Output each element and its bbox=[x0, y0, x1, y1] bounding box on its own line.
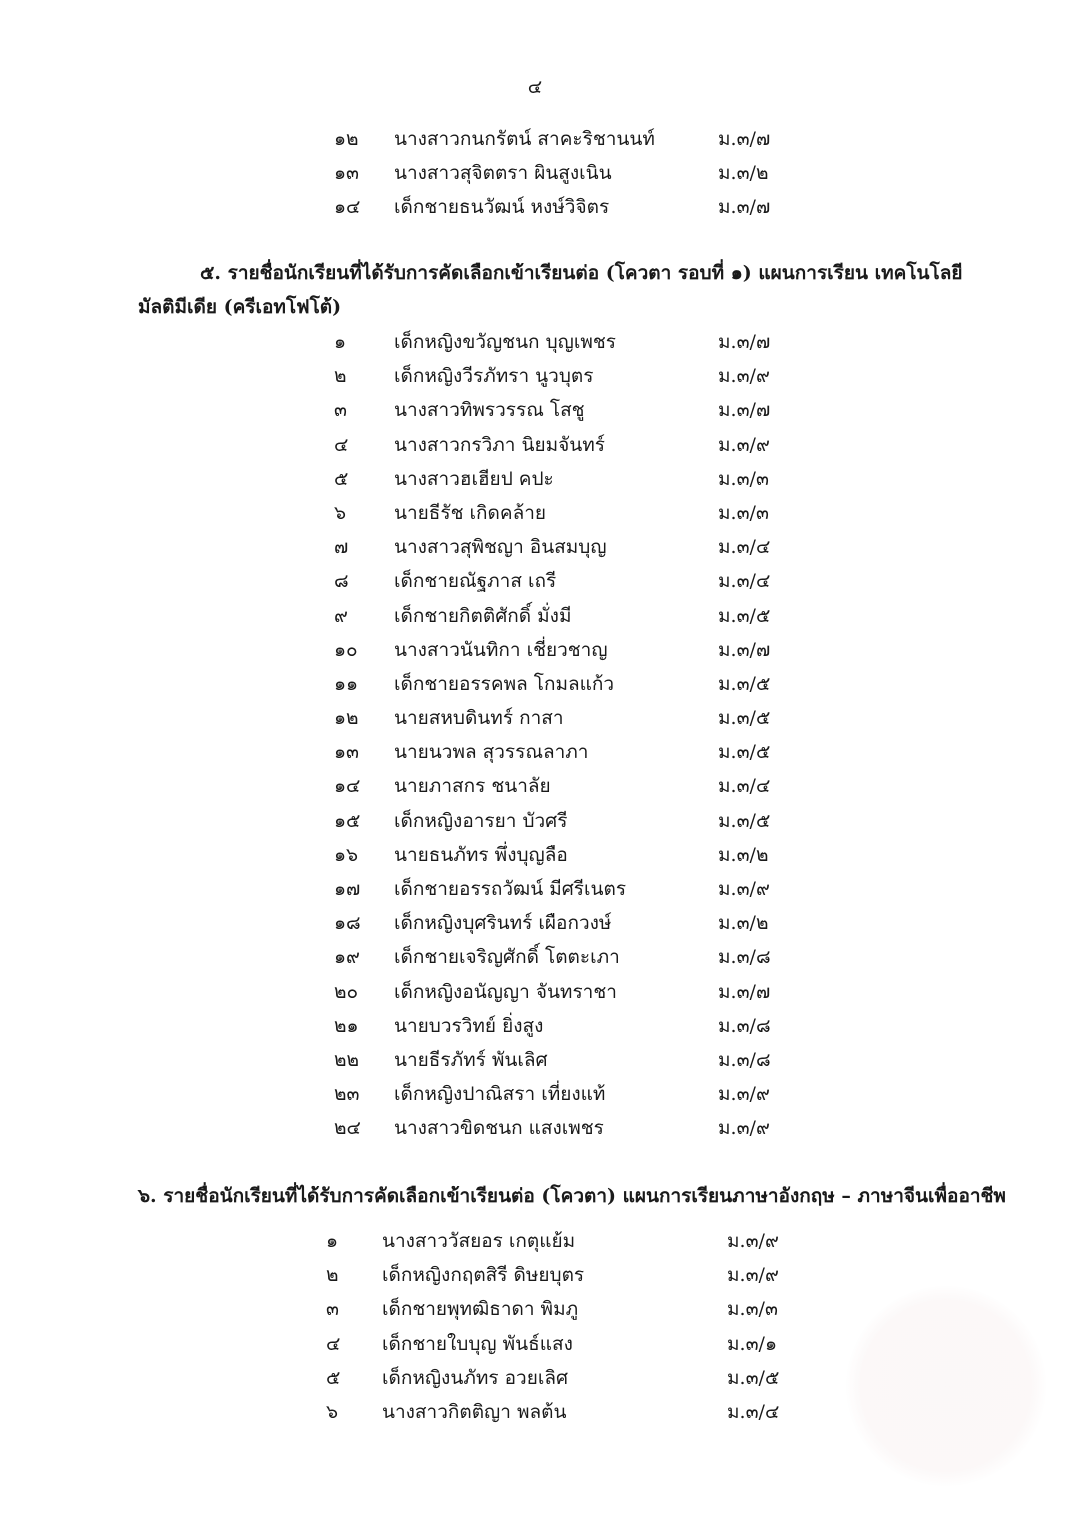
section5-student-list bbox=[0, 325, 1070, 1146]
student-class: ม.๓/๗ bbox=[718, 331, 771, 353]
item-number: ๑๐ bbox=[334, 638, 358, 661]
list-item bbox=[0, 325, 1070, 359]
student-class: ม.๓/๙ bbox=[718, 1117, 770, 1140]
student-class: ม.๓/๒ bbox=[718, 162, 769, 185]
item-number: ๑๒ bbox=[334, 128, 359, 150]
student-name: นางสาวกนกรัตน์ สาคะริชานนท์ bbox=[394, 128, 655, 150]
page-number: ๔ bbox=[527, 76, 543, 98]
item-number: ๑๒ bbox=[334, 707, 359, 730]
student-class: ม.๓/๙ bbox=[718, 878, 770, 900]
item-number: ๒๒ bbox=[334, 1048, 360, 1071]
student-name: เด็กชายเจริญศักดิ์ โตตะเภา bbox=[394, 946, 620, 969]
item-number: ๑๓ bbox=[334, 741, 360, 764]
student-name: นางสาวขิดชนก แสงเพชร bbox=[394, 1117, 604, 1140]
list-item bbox=[0, 769, 1070, 803]
list-item bbox=[0, 530, 1070, 564]
item-number: ๓ bbox=[334, 399, 347, 422]
student-name: นายธีรภัทร์ พันเลิศ bbox=[394, 1048, 548, 1071]
student-class: ม.๓/๕ bbox=[718, 809, 771, 832]
student-class: ม.๓/๙ bbox=[718, 433, 770, 456]
student-class: ม.๓/๙ bbox=[718, 365, 770, 388]
list-item bbox=[0, 872, 1070, 906]
item-number: ๗ bbox=[334, 536, 349, 559]
list-item bbox=[0, 393, 1070, 427]
student-name: นายธนภัทร พึ่งบุญลือ bbox=[394, 843, 568, 866]
student-name: เด็กหญิงนภัทร อวยเลิศ bbox=[382, 1366, 569, 1389]
item-number: ๘ bbox=[334, 570, 349, 593]
student-name: นายธีรัช เกิดคล้าย bbox=[394, 501, 547, 524]
student-class: ม.๓/๗ bbox=[718, 980, 771, 1003]
student-class: ม.๓/๘ bbox=[718, 1014, 771, 1037]
student-name: นางสาวกรวิภา นิยมจันทร์ bbox=[394, 433, 605, 456]
item-number: ๑๖ bbox=[334, 843, 359, 866]
list-item bbox=[0, 1077, 1070, 1111]
student-class: ม.๓/๕ bbox=[727, 1366, 780, 1389]
student-class: ม.๓/๕ bbox=[718, 604, 771, 627]
list-item bbox=[0, 940, 1070, 974]
item-number: ๒ bbox=[334, 365, 347, 388]
student-class: ม.๓/๒ bbox=[718, 843, 769, 866]
student-class: ม.๓/๓ bbox=[718, 467, 769, 490]
item-number: ๒ bbox=[326, 1264, 339, 1287]
item-number: ๒๑ bbox=[334, 1014, 359, 1037]
section6-heading: ๖. รายชื่อนักเรียนที่ได้รับการคัดเลือกเข้าเรียนต่อ (โควตา) แผนการเรียนภาษาอังกฤษ – ภาษาจีนเพื่ออาชีพ bbox=[138, 1185, 1006, 1207]
item-number: ๙ bbox=[334, 604, 348, 627]
list-item bbox=[0, 599, 1070, 633]
student-class: ม.๓/๓ bbox=[718, 501, 769, 524]
list-item bbox=[0, 838, 1070, 872]
student-class: ม.๓/๘ bbox=[718, 1048, 771, 1071]
item-number: ๑๗ bbox=[334, 878, 361, 900]
student-class: ม.๓/๙ bbox=[718, 1083, 770, 1106]
student-class: ม.๓/๔ bbox=[718, 775, 771, 798]
list-item bbox=[0, 735, 1070, 769]
student-name: เด็กชายกิตติศักดิ์ มั่งมี bbox=[394, 604, 572, 627]
faded-stamp-mark bbox=[846, 1286, 1046, 1486]
student-class: ม.๓/๙ bbox=[727, 1230, 779, 1252]
list-item bbox=[0, 1111, 1070, 1145]
student-name: เด็กหญิงกฤตสิรี ดิษยบุตร bbox=[382, 1264, 585, 1287]
item-number: ๑๔ bbox=[334, 196, 361, 219]
student-name: นายนวพล สุวรรณลาภา bbox=[394, 741, 589, 764]
student-name: เด็กชายอรรคพล โกมลแก้ว bbox=[394, 672, 615, 695]
item-number: ๑๙ bbox=[334, 946, 360, 969]
list-item bbox=[0, 359, 1070, 393]
student-class: ม.๓/๕ bbox=[718, 741, 771, 764]
item-number: ๕ bbox=[334, 467, 349, 490]
student-name: นางสาวนันทิกา เชี่ยวชาญ bbox=[394, 638, 608, 661]
list-item bbox=[0, 156, 1070, 190]
list-item bbox=[0, 1009, 1070, 1043]
item-number: ๑๘ bbox=[334, 912, 361, 935]
student-class: ม.๓/๗ bbox=[718, 128, 771, 150]
student-class: ม.๓/๗ bbox=[718, 638, 771, 661]
list-item bbox=[0, 190, 1070, 224]
student-name: เด็กหญิงบุศรินทร์ เผือกวงษ์ bbox=[394, 912, 612, 935]
list-item bbox=[0, 1224, 1070, 1258]
item-number: ๑๔ bbox=[334, 775, 361, 798]
list-item bbox=[0, 496, 1070, 530]
student-class: ม.๓/๕ bbox=[718, 672, 771, 695]
list-item bbox=[0, 122, 1070, 156]
student-name: นางสาวทิพรวรรณ โสชู bbox=[394, 399, 585, 422]
student-class: ม.๓/๗ bbox=[718, 399, 771, 422]
item-number: ๑ bbox=[326, 1230, 339, 1252]
student-name: นางสาวสุจิตตรา ผินสูงเนิน bbox=[394, 162, 612, 185]
student-class: ม.๓/๒ bbox=[718, 912, 769, 935]
student-name: นางสาววัสยอร เกตุแย้ม bbox=[382, 1230, 576, 1252]
item-number: ๔ bbox=[334, 433, 349, 456]
student-class: ม.๓/๘ bbox=[718, 946, 771, 969]
student-class: ม.๓/๔ bbox=[718, 570, 771, 593]
student-class: ม.๓/๗ bbox=[718, 196, 771, 219]
student-class: ม.๓/๔ bbox=[718, 536, 771, 559]
student-name: เด็กชายอรรถวัฒน์ มีศรีเนตร bbox=[394, 878, 627, 900]
list-item bbox=[0, 667, 1070, 701]
student-name: นายบวรวิทย์ ยิ่งสูง bbox=[394, 1014, 544, 1037]
list-item bbox=[0, 906, 1070, 940]
item-number: ๖ bbox=[334, 501, 347, 524]
list-item bbox=[0, 975, 1070, 1009]
student-name: เด็กหญิงอารยา บัวศรี bbox=[394, 809, 568, 832]
item-number: ๒๓ bbox=[334, 1083, 360, 1106]
section5-heading-continued: มัลติมีเดีย (ครีเอทโฟโต้) bbox=[138, 296, 342, 318]
student-name: นางสาวกิตติญา พลต้น bbox=[382, 1400, 567, 1423]
item-number: ๒๐ bbox=[334, 980, 359, 1003]
section5-heading: ๕. รายชื่อนักเรียนที่ได้รับการคัดเลือกเข้าเรียนต่อ (โควตา รอบที่ ๑) แผนการเรียน เทคโนโลยี bbox=[200, 262, 963, 284]
list-item bbox=[0, 428, 1070, 462]
student-class: ม.๓/๑ bbox=[727, 1332, 778, 1355]
student-name: นางสาวสุพิชญา อินสมบุญ bbox=[394, 536, 607, 559]
list-item bbox=[0, 804, 1070, 838]
student-class: ม.๓/๓ bbox=[727, 1298, 778, 1321]
student-class: ม.๓/๕ bbox=[718, 707, 771, 730]
item-number: ๒๔ bbox=[334, 1117, 361, 1140]
item-number: ๖ bbox=[326, 1400, 339, 1423]
item-number: ๑ bbox=[334, 331, 347, 353]
list-item bbox=[0, 633, 1070, 667]
list-item bbox=[0, 462, 1070, 496]
student-name: เด็กชายธนวัฒน์ หงษ์วิจิตร bbox=[394, 196, 610, 219]
item-number: ๕ bbox=[326, 1366, 341, 1389]
student-name: เด็กหญิงอนัญญา จันทราชา bbox=[394, 980, 617, 1003]
item-number: ๑๓ bbox=[334, 162, 360, 185]
student-name: นางสาวฮเฮียป คปะ bbox=[394, 467, 554, 490]
student-name: เด็กชายใบบุญ พันธ์แสง bbox=[382, 1332, 573, 1355]
list-item bbox=[0, 1258, 1070, 1292]
student-name: เด็กหญิงขวัญชนก บุญเพชร bbox=[394, 331, 616, 353]
item-number: ๓ bbox=[326, 1298, 339, 1321]
item-number: ๑๕ bbox=[334, 809, 361, 832]
list-item bbox=[0, 701, 1070, 735]
student-name: นายภาสกร ชนาลัย bbox=[394, 775, 551, 798]
list-item bbox=[0, 1043, 1070, 1077]
student-name: เด็กหญิงปาณิสรา เที่ยงแท้ bbox=[394, 1083, 606, 1106]
student-name: เด็กหญิงวีรภัทรา นูวบุตร bbox=[394, 365, 594, 388]
student-name: เด็กชายพุทฒิธาดา พิมภู bbox=[382, 1298, 579, 1321]
student-name: นายสหบดินทร์ กาสา bbox=[394, 707, 564, 730]
list-item bbox=[0, 564, 1070, 598]
item-number: ๑๑ bbox=[334, 672, 359, 695]
student-name: เด็กชายณัฐภาส เถรี bbox=[394, 570, 557, 593]
student-class: ม.๓/๙ bbox=[727, 1264, 779, 1287]
continuation-list bbox=[0, 122, 1070, 225]
student-class: ม.๓/๔ bbox=[727, 1400, 780, 1423]
item-number: ๔ bbox=[326, 1332, 341, 1355]
